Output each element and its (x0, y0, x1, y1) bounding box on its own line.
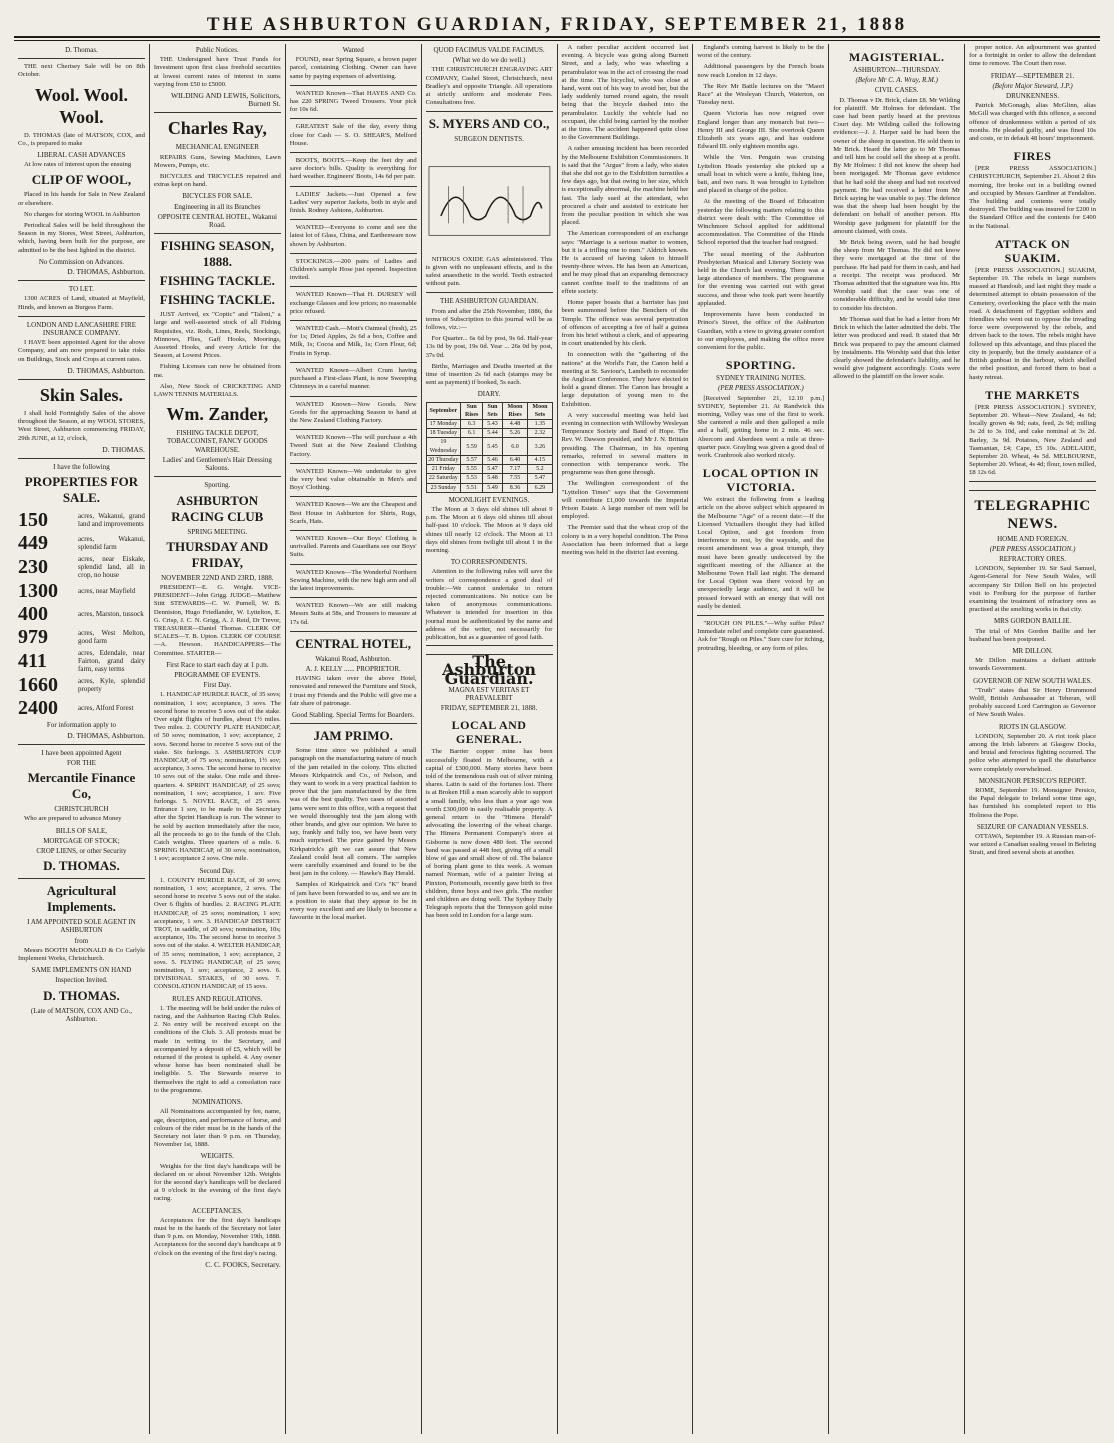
ad-item: WANTED Known—The will purchase a 4th Tweed Suit at the New Zealand Clothing Factory. (289, 434, 417, 458)
diary-table (426, 402, 553, 493)
just-arrived: JUST Arrived, ex "Coptic" and "Taloni," a large and well-assorted stock of all Fishing Requisites, viz. Rods, Lines, Reels, Stockings, Minnows, Flies, Gaff Hooks, Moorings, Assorted Hooks, and every Article for the Season, at Lowest Prices. (153, 311, 281, 360)
arc-heading: ASHBURTON RACING CLUB (171, 492, 264, 524)
ad-item: WANTED Known—We are still making Messrs Suits at 58s, and Trousers to measure at 17s 6d. (289, 602, 417, 626)
ad-item: STOCKINGS.—200 pairs of Ladies and Children's sample Hose just opened. Inspection invited. (289, 257, 417, 282)
placed-text: Placed in his hands for Sale in New Zealand or elsewhere. (18, 191, 145, 207)
column-4 (422, 44, 558, 1434)
article-paragraph: Patrick McGonagh, alias McGlinn, alias McGill was charged with this offence, a second offence of drunkenness within a period of six months. He pleaded guilty, and was fined 10s and costs, or in default 48 hours' imprisonment. (969, 102, 1096, 143)
no-commission: No Commission on Advances. (38, 257, 125, 266)
article-paragraph: Additional passengers by the French boats now reach London in 12 days. (697, 63, 825, 79)
mercantile-heading: Mercantile Finance Co, (27, 770, 136, 802)
table-row: 22 Saturday 5.53 5.48 7.55 5.47 (426, 474, 552, 483)
article-paragraph: Queen Victoria has now reigned over England longer than any monarch but two—Henry III and George III. She overtook Queen Elizabeth six years ago, and has outdone Edward III. only eighteen months ago. (697, 110, 825, 151)
fishing-heading: FISHING SEASON, 1888. (160, 238, 275, 270)
column-3 (286, 44, 422, 1434)
masthead-rule (14, 40, 1100, 41)
article-paragraph: [PER PRESS ASSOCIATION.] SYDNEY, September 20. Wheat—New Zealand, 4s 6d; locally grown 4s 9d; oats, feed, 2s 9d; milling 3s 2d to 3s 10d, and cake nominal at 3s 2d. Barley, 3s 9d. Potatoes, New Zealand and Tasmanian, £4; Cape, £5 10s. ADELAIDE, September 20. Wheat, 4s 5d. MELBOURNE, September 20. Wheat, 4s 4d; flour, town milled, £8 12s 6d. (969, 403, 1097, 477)
masthead (14, 14, 1100, 38)
drunkenness: DRUNKENNESS. (1006, 92, 1060, 101)
article-paragraph: Improvements have been conducted in Prince's Street, the office of the Ashburton Guardian, with a view to giving greater comfort to our employees, and making the office more convenient for the public. (697, 311, 825, 351)
acre-item: 979 acres, West Melton, good farm (18, 626, 145, 649)
article-paragraph: At the meeting of the Board of Education yesterday the following matters relating to this district were dealt with: The Committee of Winchmore School applied for additional accommodation. The Committee of the Hinds School reported that the teacher had resigned. (697, 198, 825, 247)
column-6 (693, 44, 829, 1434)
wanted-heading: Wanted (342, 46, 364, 54)
article-paragraph: LONDON, September 19. Sir Saul Samuel, Agent-General for New South Wales, will accompany Sir Dillon Bell on his projected visit to Freiburg for the purpose of further examining the treatment of refractory ores as practised at the smelting works in that city. (969, 565, 1096, 614)
civil-cases: CIVIL CASES. (874, 86, 919, 95)
ad-item: WANTED Known—Albert Crum having purchased a First-class Plant, is now Sweeping Chimneys in a careful manner. (289, 366, 417, 391)
booth-text: Messrs BOOTH McDONALD & Co Carlyle Implement Works, Christchurch. (18, 946, 145, 962)
sporting-heading: SPORTING. (725, 358, 796, 373)
telegraphic-heading: TELEGRAPHIC NEWS. (974, 497, 1091, 532)
table-row: 19 Wednesday 5.59 5.45 6.0 3.26 (426, 438, 552, 455)
nominations: NOMINATIONS. (192, 1098, 243, 1107)
divider (290, 186, 417, 187)
table-row: 20 Thursday 5.57 5.46 6.40 4.15 (426, 455, 552, 464)
divider (290, 396, 417, 397)
persico: MONSIGNOR PERSICO'S REPORT. (978, 776, 1087, 785)
clip-heading: CLIP OF WOOL, (31, 172, 132, 188)
agri-heading: Agricultural Implements. (46, 883, 117, 915)
no-charge-text: No charges for storing WOOL in Ashburton (24, 210, 140, 218)
table-row: 17 Monday 6.3 5.43 4.48 1.35 (426, 420, 552, 429)
ad-item: LADIES' Jackets.—Just Opened a few Ladies' very superior Jackets, both in style and finish. Rodney Ashtons, Ashburton. (289, 190, 417, 215)
sole-agent: I AM APPOINTED SOLE AGENT IN ASHBURTON (27, 918, 136, 935)
for-the: FOR THE (67, 758, 96, 767)
acres-list (18, 509, 145, 719)
acre-item: 1300 acres, near Mayfield (18, 580, 136, 603)
press-assoc: (PER PRESS ASSOCIATION.) (989, 544, 1076, 553)
divider (18, 280, 145, 281)
programme: PROGRAMME OF EVENTS. (174, 670, 261, 679)
divider (290, 564, 417, 565)
governor: GOVERNOR OF NEW SOUTH WALES. (973, 676, 1093, 685)
article-paragraph: The Rev Mr Battle lectures on the "Maori Race" at the Wesleyan Church, Waterton, on Tuesday next. (697, 82, 825, 107)
rough-on-piles: "ROUGH ON PILES."—Why suffer Piles? Immediate relief and complete cure guaranteed. Ask for "Rough on Piles." Sure cure for itching, protruding, bleeding, or any form of piles. (697, 619, 825, 652)
tackle-heading: FISHING TACKLE. (159, 273, 275, 289)
seizure: SEIZURE OF CANADIAN VESSELS. (976, 822, 1089, 831)
article-paragraph: The American correspondent of an exchange says: "Marriage is a serious matter to women, but it is a trifling one to men." Aldrich known. He is accused of having taken to himself twenty-three wives. He has been an American, and he may plead that an expanding democracy cannot confine itself to the traditions of an effete society. (561, 230, 689, 295)
periodical-text: Periodical Sales will be held throughout the Season in my Stores, West Street, Ashburton, which, having been built for the purpose, are admitted to be the best lighted in the district. (18, 222, 145, 254)
article-paragraph: proper notice. An adjournment was granted for a fortnight in order to allow the defendant time to remove. The Court then rose. (969, 44, 1096, 68)
stabling: Good Stabling. Special Terms for Boarders. (291, 710, 415, 719)
first-race: First Race to start each day at 1 p.m. (166, 660, 269, 669)
inspection: Inspection Invited. (55, 976, 108, 985)
public-notices: Public Notices. (195, 46, 239, 54)
article-paragraph: "Truth" states that Sir Henry Drummond Wolff, British Ambassador at Teheran, will probably succeed Lord Carrington as Governor of New South Wales. (969, 686, 1096, 719)
divider (290, 362, 417, 363)
ad-item: WANTED Known—Now Goods. New Goods for the approaching Season to hand at the New Zealand Clothing Factory. (289, 400, 417, 424)
local-heading: LOCAL AND GENERAL. (451, 718, 527, 747)
home-foreign: HOME AND FOREIGN. (997, 534, 1069, 543)
bicycles-text: BICYCLES and TRICYCLES repaired and extras kept on hand. (153, 173, 281, 189)
friday: FRIDAY—SEPTEMBER 21. (990, 71, 1075, 80)
local-option-body: We extract the following from a leading article on the above subject which appeared in the Melbourne "Age" of a recent date:—If the Licensed Victuallers thought they had killed Local Option, and got freedom from interference to rest, by the wayside, and the recent amendment was a great triumph, they must have been greatly undeceived by the significant meeting of the Alliance at the Melbourne Town Hall last night. The demand for Local Option was there voiced by an unexpectedly large audience, and it will be pressed forward with an energy that will not easily be denied. (697, 496, 825, 610)
rules-body: 1. The meeting will be held under the rules of racing, and the Ashburton Racing Club Rules. 2. No entry will be received except on the conditions of the Club. 3. All protests must be made in writing to the Secretary, and accompanied by a deposit of £5, which will be returned if the protest is upheld. 4. Any owner whose horse has been nominated shall be ineligible. 5. The Stewards reserve to themselves the right to add a consolation race to the programme. (153, 1004, 281, 1094)
acre-item: 1660 acres, Kyle, splendid property (18, 674, 145, 697)
signature: C. C. FOOKS, Secretary. (205, 1259, 281, 1269)
central-body: HAVING taken over the above Hotel, renovated and renewed the Furniture and Stock, I trust my Friends and the Public will give me a fair share of patronage. (289, 675, 417, 707)
ad-item: WANTED Known—We are the Cheapest and Best House in Ashburton for Shirts, Rugs, Scarfs, Hats. (289, 501, 417, 525)
samples-body: Samples of Kirkpatrick and Co's "K" brand of jam have been forwarded to us, and we are in a position to state that they appear to be in every way excellent and are likely to become a favourite in the local market. (289, 881, 417, 922)
props-intro: I have the following (53, 463, 110, 472)
divider (290, 496, 417, 497)
divider (969, 481, 1096, 491)
signature: WILDING AND LEWIS, Solicitors, Burnett St. (170, 91, 281, 109)
ad-item: WANTED—Everyone to come and see the latest lot of Glass, China, and Earthenware now shown by Ashburton. (289, 224, 417, 248)
article-paragraph: England's coming harvest is likely to be the worst of the century. (697, 44, 825, 60)
moonlight: MOONLIGHT EVENINGS. (448, 495, 530, 504)
article-paragraph: Mr Dillon maintains a defiant attitude towards Government. (969, 657, 1096, 673)
riots: RIOTS IN GLASGOW. (998, 722, 1067, 731)
dates: THURSDAY AND FRIDAY, (166, 538, 269, 570)
mast-motto: MAGNA EST VERITAS ET PRAEVALEBIT (448, 685, 530, 702)
officers: PRESIDENT—E. G. Wright. VICE-PRESIDENT—John Grigg. JUDGE—Matthew Stitt STEWARDS—C. W. Purnell, W. B. Denniston, Hugo Friedlander, W. Lyttelton, E. G. Crisp, J. C. N. Grigg, A. J. Reid, Dr Trevor, TREASURER—Daniel Thomas. CLERK OF SCALES—T. B. Upton. CLERK OF COURSE—A. Hewson. HANDICAPPERS—The Committee. STARTER— (153, 583, 281, 657)
moon-body: The Moon at 3 days old shines till about 9 p.m. The Moon at 6 days old shines till about half-past 10 o'clock. The Moon at 9 days old shines till nearly 12 o'clock. The Moon at 13 days old shines from twilight till about 1 in the morning. (425, 505, 553, 554)
divider (18, 878, 145, 879)
thursday: ASHBURTON—THURSDAY. (852, 66, 941, 74)
motto: QUOD FACIMUS VALDE FACIMUS. (433, 46, 545, 54)
ad-item: WANTED Known—That HAYES AND Co. has 220 SPRING Tweed Trousers. Your pick for 10s 6d. (289, 89, 417, 114)
column-5 (558, 44, 694, 1434)
same-implements: SAME IMPLEMENTS ON HAND (31, 966, 132, 975)
fires-heading: FIRES (1013, 149, 1052, 164)
before: (Before Mr C. A. Wray, R.M.) (855, 76, 938, 85)
mortgage: MORTGAGE OF STOCK; (43, 836, 120, 845)
christchurch: CHRISTCHURCH (54, 805, 109, 814)
central-hotel: CENTRAL HOTEL, (295, 635, 411, 651)
acre-item: 400 acres, Marston, tussock (18, 603, 144, 626)
dateline: FRIDAY, SEPTEMBER 21, 1888. (440, 704, 538, 713)
zander: Wm. Zander, (166, 404, 269, 425)
page-title: THE ASHBURTON GUARDIAN, FRIDAY, SEPTEMBER 21, 1888 (206, 14, 908, 35)
births-text: Births, Marriages and Deaths inserted at the time of insertion 2s 6d each (stamps may be sent as payment) if booked, 5s each. (425, 362, 553, 387)
central-sub: Wakanui Road, Ashburton. (315, 654, 392, 663)
local-option-heading: LOCAL OPTION IN VICTORIA. (702, 466, 819, 495)
chronicle-text: THE CHRISTCHURCH ENGRAVING ART COMPANY, Cashel Street, Christchurch, next Bradley's and opposite Triangle. All operations at strictly uniform and moderate Fees. Consultations free. (425, 66, 553, 107)
mech-engineer: MECHANICAL ENGINEER (175, 143, 259, 152)
chertsey-notice: THE next Chertsey Sale will be on 8th October. (18, 63, 145, 79)
ad-item: WANTED Cash.—Mott's Oatmeal (fresh), 25 for 1s; Dried Apples, 2s 6d a box, Coffee and Milk, 1s; Cocoa and Milk, 1s; Corn Flour, 6d; Fruits in Syrup. (289, 325, 417, 357)
divider (426, 292, 553, 293)
from: from (74, 936, 89, 945)
article-paragraph: In connection with the "gathering of the nations" at the World's Fair, the Canon held a meeting at St. Saviour's, Lambeth to reconsider the Anglican Conference. They have elected to hold a grand dinner. The Canon has brought a large deputation of young men to the Exhibition. (561, 351, 689, 408)
table-row: 23 Sunday 5.51 5.49 8.36 6.29 (426, 483, 552, 492)
ad-item: WANTED Known—The Wonderful Northern Sewing Machine, with the new high arm and all the latest improvements. (289, 568, 417, 592)
dentists: SURGEON DENTISTS. (454, 135, 524, 144)
divider (18, 458, 145, 459)
myers-heading: S. MYERS AND CO., (428, 116, 550, 132)
divider (290, 723, 417, 724)
weights: WEIGHTS. (200, 1152, 234, 1161)
divider (18, 316, 145, 317)
wool-heading: Wool. Wool. Wool. (34, 84, 129, 127)
divider (18, 744, 145, 745)
divider (154, 112, 281, 113)
agent-text: I have been appointed Agent (41, 748, 122, 757)
article-paragraph: The Premier said that the wheat crop of the colony is in a very hopeful condition. The Press Association has been informed that a large meeting was held in the district last evening. (561, 524, 689, 556)
ad-item: BOOTS, BOOTS.—Keep the feet dry and save doctor's bills. Quality is everything for hard weather. Engineers' Boots, 14s 6d per pair. (289, 157, 417, 181)
ad-item: WANTED Known—That H. DURSEY will exchange Glasses and low prices; no reasonable price refused. (289, 291, 417, 315)
jam-body: Some time since we published a small paragraph on the manufacturing nature of much of the jam retailed in the colony. This elicited Messrs Kirkpatrick and Co., of Nelson, and they want to work in a very practical fashion to prove that the jam manufactured by the firm was of the best quality. Two cases of assorted jams were sent to this office, with a request that we would thoroughly test the jam along with other brands, and give our opinion. We have to say, frankly and fully too, we have been very much surprised. The prize gained by Messrs Kirkpatrick's gift we can assure that New Zealand could beat all comers. The samples were carefully examined and found to be the best jam in the colony. — Hawke's Bay Herald. (289, 747, 417, 878)
skin-heading: Skin Sales. (39, 385, 123, 406)
acc-body: Acceptances for the first day's handicaps must be in the hands of the Secretary not later than 9 p.m. on Monday, November 19th, 1888. Acceptances for the second day's handicaps at 9 o'clock on the evening of the first day's racing. (153, 1216, 281, 1257)
divider (18, 379, 145, 380)
correspondents: TO CORRESPONDENTS. (450, 558, 528, 567)
second-day: Second Day. (199, 866, 235, 875)
article-paragraph: ROME, September 19. Monsignor Persico, the Papal delegate to Ireland some time ago, has furnished his completed report to His Holiness the Pope. (969, 787, 1096, 819)
acre-item: 411 acres, Edendale, near Fairton, grand dairy farm, easy terms (18, 649, 145, 674)
guardian-head: THE ASHBURTON GUARDIAN. (440, 297, 539, 306)
at-rates: At low rates of interest upon the ensuing (24, 161, 132, 169)
bills: BILLS OF SALE, (55, 826, 108, 835)
rules: RULES AND REGULATIONS. (172, 994, 263, 1003)
article-paragraph: While the Ven. Penguin was cruising Lyttelton Heads yesterday she picked up a small boat in which were a knife, fishing line, bait, and two oars. It was brought to Lyttelton and placed in charge of the police. (697, 154, 825, 195)
to-let-heading: TO LET. (68, 285, 94, 294)
article-paragraph: Mr Thomas said that he had a letter from Mr Brick in which the latter admitted the debt. The letter was produced and read. It stated that Mr Brick was prepared to pay the amount claimed by instalments. His Worship said that this letter clearly showed the defendant's liability, and he would give judgment accordingly. Costs were allowed to the plaintiff on the lower scale. (833, 315, 961, 381)
article-paragraph: A rather peculiar accident occurred last evening. A bicycle was going along Burnett Street, and a lady, who was wheeling a perambulator was in the act of crossing the road at the time. The bicyclist, who was close at hand, went out of his way to avoid her, but the lady suddenly turned round again, the result being that the bicycle dashed into the perambulator. Luckily the vehicle had no occupant, the child being carried by the mother at the time. The accident happened quite close to the Government Buildings. (561, 44, 689, 142)
divider (290, 530, 417, 531)
kelly: A. J. KELLY ...... PROPRIETOR. (305, 664, 401, 673)
dillon: MR DILLON. (1012, 646, 1053, 655)
events-day1: 1. HANDICAP HURDLE RACE, of 35 sovs; nomination, 1 sov; acceptance, 3 sovs. The second horse to receive 5 sovs out of the stake. Over eight flights of hurdles, about 1½ miles. Two miles. 2. COUNTY PLATE HANDICAP, of 50 sovs; nomination, 1 sov; acceptance, 2 sovs. Second horse to receive 5 sovs out of the stake. Six furlongs. 3. ASHBURTON CUP HANDICAP, of 75 sovs; nomination, 1½ sov; acceptance, 3 sovs. The second horse to receive 10 sovs out of the stake. One mile and three-quarters. 4. SPRINT HANDICAP, of 25 sovs; nomination, 1 sov; acceptance, 1 sov. Five furlongs. 5. NOVEL RACE, of 25 sovs. Entrance 1 sov, to be made to the Secretary after the Sprint Handicap is run. The winner to be sold by auction immediately after the race, all the proceeds to go to the funds of the Club. Catch weights. Three quarters of a mile. 6. SPRING HANDICAP, of 30 sovs; nomination, 1 sov; acceptance 2 sovs. One mile. (153, 691, 281, 863)
sydney-body: [Received September 21, 12.10 p.m.] SYDNEY, September 21. At Randwick this morning, Volley was one of the first to work. She cantered a mile and then galloped a mile and a half, getting home in 2 min. 46 sec. Abercorn and Aberdeen went a mile at three-quarter pace. Grayling was given a good deal of work. Cranbrook also worked nicely. (697, 394, 825, 459)
jam-heading: JAM PRIMO. (313, 728, 393, 744)
first-day: First Day. (203, 681, 232, 690)
dental-illustration (426, 146, 553, 256)
engineering: Engineering in all its Branches (174, 202, 261, 211)
ad-item: WANTED Known—Our Boys' Clothing is unrivalled. Parents and Guardians see our Boys' Suits. (289, 534, 417, 559)
refractory: REFRACTORY ORES. (999, 554, 1067, 563)
subs-text: From and after the 25th November, 1886, the terms of Subscription to this journal will be as follows, viz.:— (425, 307, 553, 332)
divider (290, 463, 417, 464)
markets-heading: THE MARKETS (985, 387, 1080, 402)
motto2: (What we do we do well.) (452, 56, 526, 65)
article-paragraph: The Wellington correspondent of the "Lyttelton Times" says that the Government will contribute £1,000 towards the Imperial Prison Estate. A large number of men will be employed. (561, 480, 689, 521)
suakim-heading: ATTACK ON SUAKIM. (995, 236, 1071, 265)
divider (18, 58, 145, 59)
bic-sale: BICYCLES FOR SALE. (182, 192, 253, 201)
divider (290, 631, 417, 632)
ad-item: WANTED Known—We undertake to give the very best value obtainable in Men's and Boys' Clothing. (289, 467, 417, 492)
sydney-sub: SYDNEY TRAINING NOTES. (715, 374, 806, 383)
baillie: MRS GORDON BAILLIE. (993, 617, 1072, 626)
column-1 (14, 44, 150, 1434)
divider (290, 286, 417, 287)
opposite: OPPOSITE CENTRAL HOTEL, Wakanui Road. (157, 212, 277, 230)
divider (290, 253, 417, 254)
divider (290, 597, 417, 598)
signature: D. THOMAS, Ashburton. (67, 267, 145, 277)
article-paragraph: [PER PRESS ASSOCIATION.] CHRISTCHURCH, September 21. About 2 this morning, fire broke out in a building owned and occupied by Messrs Gardiner at Fendalton. The building and contents were totally destroyed. The building was insured for £200 in the Standard Office and the contents for £400 in the National. (969, 165, 1096, 230)
before: (Before Major Steward, J.P.) (992, 81, 1073, 90)
ad-item: GREATEST Sale of the day, every thing close for Cash — S. O. SHEAR'S, Melford House. (289, 123, 417, 147)
divider (290, 219, 417, 220)
divider (154, 476, 281, 477)
acceptances: ACCEPTANCES. (191, 1206, 243, 1215)
events-day2: 1. COUNTY HURDLE RACE, of 30 sovs; nomination, 1 sov; acceptance, 2 sovs. The second horse to receive 5 sovs out of the stake. Over 6 flights of hurdles. 2. RACING PLATE HANDICAP, of 25 sovs; nomination, 1 sov; acceptance, 1 sov. 3. HANDICAP DISTRICT TROT, in saddle, of 20 sovs; nomination, 10s; acceptance, 10s. The second horse to receive 3 sovs out of the stake. 4. WELTER HANDICAP, of 35 sovs; nomination, 1 sov; acceptance, 2 sovs. 5. FLYING HANDICAP, of 25 sovs; nomination, 1 sov; acceptance, 2 sovs. 6. DIVISIONAL STAKES, of 30 sovs. 7. CONSOLATION HANDICAP, of 15 sovs. (153, 876, 281, 991)
divider (697, 615, 824, 616)
spring-meeting: SPRING MEETING. (187, 527, 248, 536)
found-text: FOUND, near Spring Square, a brown paper parcel, containing Clothing. Owner can have same by paying expenses of advertising. (289, 56, 417, 80)
also: Also, New Stock of CRICKETING AND LAWN TENNIS MATERIALS. (153, 382, 281, 399)
guardian-masthead: The Ashburton Guardian. (442, 652, 537, 688)
zander-sub: FISHING TACKLE DEPOT, TOBACCONIST, FANCY GOODS WAREHOUSE. (166, 429, 268, 454)
article-paragraph: The usual meeting of the Ashburton Presbyterian Musical and Literary Society was held in the Church last evening. There was a large attendance of members. The programme for the evening was carried out with great success, and those who took part were heartily applauded. (697, 250, 825, 307)
charles-ray: Charles Ray, (167, 118, 267, 139)
signature: D. THOMAS, Ashburton. (67, 730, 145, 740)
sporting: Sporting. (204, 481, 231, 490)
article-paragraph: [PER PRESS ASSOCIATION.] SUAKIM, September 19. The rebels in large numbers massed at Handoub, and last night they made a determined attempt to obtain possession of the Cemetery, overlooking the place with the main road. A detachment of Egyptian soldiers and friendlies who went out to oppose the invading force were overpowered by the rebels, and driven back to the town. The rebels might have followed up this advantage, and thus placed the city in jeopardy, but the timely assistance of a British gunboat in the harbour, which shelled the rebel position, and forced them to beat a hasty retreat. (969, 266, 1096, 381)
info-text: For information apply to (46, 721, 116, 730)
advances: LIBERAL CASH ADVANCES (37, 151, 126, 160)
crop: CROP LIENS, or other Security (36, 846, 127, 855)
article-paragraph: Mr Brick being sworn, said he had bought the sheep from Mr Thomas. He did not know they were mortgaged at the time of the purchase. He had paid for them in cash, and had a receipt. The receipt was produced. Mr Thomas admitted that the signature was his. His Worship said that the case was one of considerable difficulty, and he would take time to consider his decision. (833, 239, 961, 312)
article-paragraph: D. Thomas v Dr. Brick, claim £8. Mr Wilding for plaintiff. Mr Holmes for defendant. The case had been partly heard at the previous Court day. Mr Wilding called the following evidence:—J. J. Harper said he had been the owner of the sheep in question. He sold them to Mr Brick. Heard the latter go to Mr Thomas and tell him he could sell the sheep at a profit. By Mr Holmes: I did not know the sheep had been mortgaged. Mr Thomas gave evidence that he had sold the sheep and had not received payment. He had received a letter from Mr Brick saying he was unable to pay. The defence was that the sheep had been bought by the defendant on behalf of another person. His Worship gave judgment for plaintiff for the amount claimed, with costs. (833, 96, 961, 235)
signature-large: D. THOMAS. (43, 858, 120, 874)
article-paragraph: LONDON, September 20. A riot took place among the Irish laborers at Glasgow Docks, and brutal and ferocious fighting occurred. The police who attempted to quell the disturbance were completely overwhelmed. (969, 732, 1096, 773)
divider (290, 429, 417, 430)
divider (290, 118, 417, 119)
acre-item: 230 acres, near Eiskale, splendid land, all in crop, no house (18, 555, 145, 580)
article-paragraph: A very successful meeting was held last evening in connection with Willowby Wesleyan Temperance Society and Band of Hope. The Rev. W. Dawson presided, and Mr J. N. Brittain presiding. The Chairman, in his opening remarks, referred to several matters in connection with temperance work. The programme was then gone through. (561, 411, 689, 477)
to-let-body: 1300 ACRES of Land, situated at Mayfield, Hinds, and known as Burgess Farm. (18, 295, 145, 311)
hair: Ladies' and Gentlemen's Hair Dressing Saloons. (162, 455, 272, 473)
divider (154, 233, 281, 234)
tackle-heading: FISHING TACKLE. (159, 292, 275, 308)
skin-body: I shall hold Fortnightly Sales of the above throughout the Season, at my WOOL STORES, West Street, Ashburton commencing FRIDAY, 29th JUNE, at 12, o'clock, (18, 410, 145, 442)
column-8 (965, 44, 1100, 1434)
article-paragraph: The trial of Mrs Gordon Baillie and her husband has been postponed. (969, 627, 1096, 643)
magisterial-heading: MAGISTERIAL. (848, 50, 945, 64)
licenses: Fishing Licenses can now be obtained from me. (153, 363, 281, 379)
article-paragraph: OTTAWA, September 19. A Russian man-of-war seized a Canadian sealing vessel in Behring Strait, and fired several shots at another. (969, 833, 1097, 857)
columns (14, 44, 1100, 1434)
diary-heading: DIARY. (477, 390, 501, 399)
signature-large: D. THOMAS. (43, 987, 120, 1003)
signature: D. THOMAS. (102, 444, 145, 454)
divider (290, 320, 417, 321)
divider (290, 85, 417, 86)
dentist-body: NITROUS OXIDE GAS administered. This is given with no unpleasant effects, and is the safest anaesthetic in the world. Teeth extracted without pain. (425, 255, 553, 288)
signature: D. THOMAS, Ashburton. (67, 365, 145, 375)
table-row: September Sun Rises Sun Sets Moon Rises Moon Sets (426, 402, 552, 419)
column-2 (150, 44, 286, 1434)
props-heading: PROPERTIES FOR SALE. (24, 474, 139, 506)
acre-item: 150 acres, Wakanui, grand land and improvements (18, 509, 145, 532)
acre-item: 449 acres, Wakanui, splendid farm (18, 532, 145, 555)
press-assoc: (PER PRESS ASSOCIATION.) (717, 384, 804, 393)
column-7 (829, 44, 965, 1434)
acre-item: 2400 acres, Alford Forest (18, 697, 134, 720)
rates-text: For Quarter... 6s 6d by post, 9s 6d. Half-year 13s 0d by post, 19s 0d. Year ... 26s 0d by post, 37s 0d. (425, 335, 553, 359)
teeth-icon (426, 151, 553, 251)
local-body: The Barrier copper mine has been successfully floated in Melbourne, with a capital of £300,000. Many stories have been told of the tremendous rush out of silver mining shares. Latin is said of the fortunes lost. There is at Broken Hill a man scarcely able to support a small family, who less than a year ago was worth £300,000 in easily realisable property. A general return to the "Himera Herald" advocating the lowering of the wheat charge. The Himera Permanent Company's store at Gisborne is now down 480 feet. The second band was passed at 448 feet, giving off a small blow of gas and small show of oil. The balance of boring plant gone to this week. A woman named Norman, wife of a painter living at Pinxton, Portsmouth, recently gave birth to five children, three boys and two girls. The mother and children are doing well. The Sydney Daily Telegraph reports that the Tennyson gold mine has been sold in London for a large sum. (425, 748, 553, 920)
nom-body: All Nominations accompanied by fee, name, age, description, and performance of horse, and colours of the rider must be in the hands of the Secretary not later than 9 p.m. on Thursday, November 1st, 1888. (153, 1108, 281, 1149)
repairs-text: REPAIRS Guns, Sewing Machines, Lawn Mowers, Pumps, etc. (153, 153, 281, 169)
article-paragraph: A rather amusing incident has been recorded by the Melbourne Exhibition Commissioners. It is said that the "Argus" from a lady, who states that she did not go to the Exhibition turnstiles a few days ago, but that owing to her size, which is exceptionally abnormal, the machine held her fast. The lady sued at the attendant, who procured a chair and assisted to extricate her from the peculiar position in which she was placed. (561, 145, 689, 227)
nov: NOVEMBER 22ND AND 23RD, 1888. (161, 573, 274, 582)
divider (290, 152, 417, 153)
table-row: 21 Friday 5.55 5.47 7.17 5.2 (426, 465, 552, 474)
london-heading: LONDON AND LANCASHIRE FIRE INSURANCE COMPANY. (26, 320, 136, 338)
trust-text: THE Undersigned have Trust Funds for Investment upon first class freehold securities at lowest current rates of interest in sums varying from £50 to £5000. (153, 56, 281, 88)
article-paragraph: Home paper boasts that a barrister has just been summoned before the Benchers of the Temple. The offence was several perpetration of offences of accepting a fee of half a guinea from his brief without a clerk, and of appearing in court unattended by his clerk. (561, 299, 689, 348)
divider (426, 111, 553, 112)
table-row: 18 Tuesday 6.1 5.44 5.26 2.32 (426, 429, 552, 438)
dthomas-intro: D. THOMAS (late of MATSON, COX, and Co., is prepared to make (18, 131, 145, 147)
weights-body: Weights for the first day's handicaps will be declared on or about November 12th. Weights for the second day's handicaps will be declared at 9 o'clock in the evening of the first day's racing. (153, 1162, 281, 1203)
corr-body: Attention to the following rules will save the writers of correspondence a good deal of trouble:—We cannot undertake to return rejected communications. No notice can be taken of anonymous communications. Whatever is intended for insertion in this journal must be authenticated by the name and address of the writer, not necessarily for publication, but as a guarantee of good faith. (425, 568, 553, 641)
late-of: (Late of MATSON, COX AND Co., Ashburton. (30, 1006, 132, 1023)
top-name: D. Thomas. (65, 46, 98, 54)
london-body: I HAVE been appointed Agent for the above Company, and am now prepared to take risks on Buildings, Stock and Crops at current rates. (18, 339, 145, 363)
advance-text: Who are prepared to advance Money (24, 815, 122, 823)
